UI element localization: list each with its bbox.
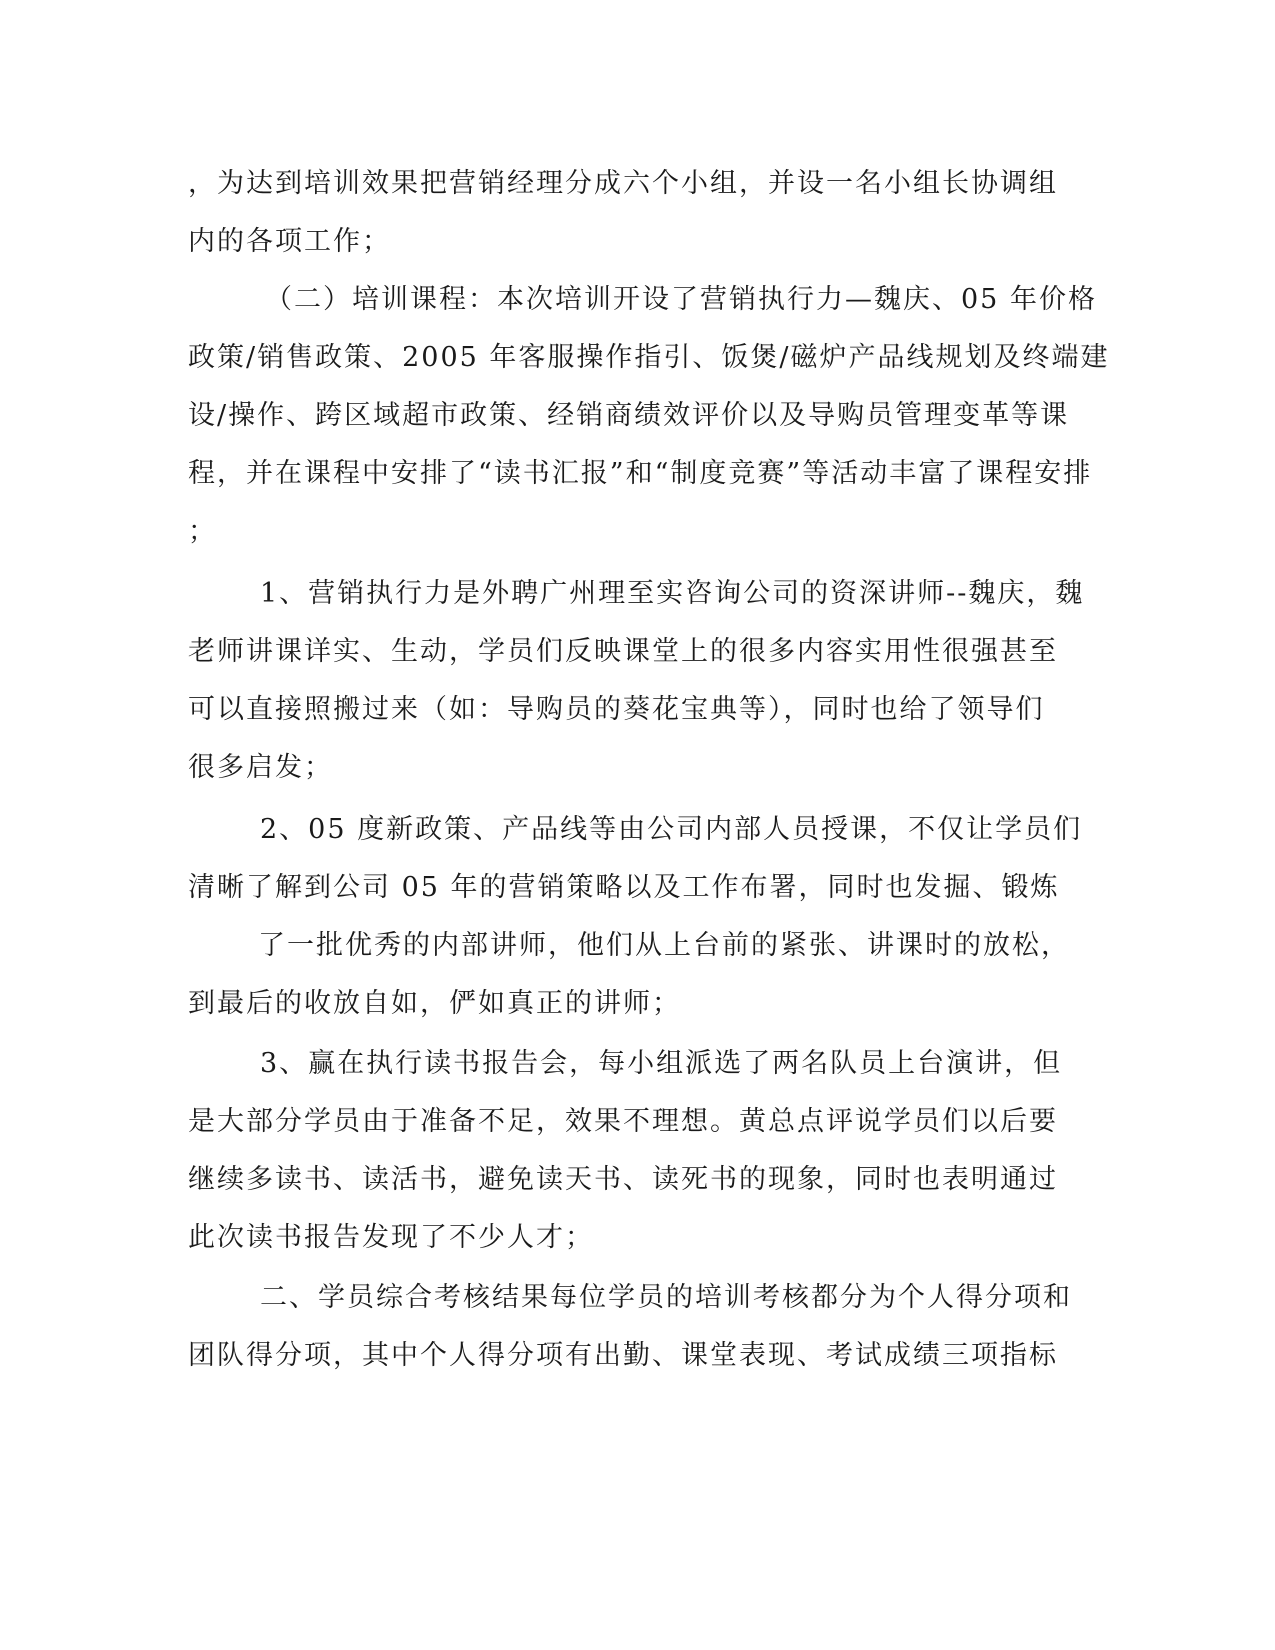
text-line-7: ； — [188, 516, 217, 547]
text-line-1: ，为达到培训效果把营销经理分成六个小组，并设一名小组长协调组 — [188, 168, 1058, 199]
text-line-11: 很多启发； — [188, 752, 333, 783]
text-line-14: 了一批优秀的内部讲师，他们从上台前的紧张、讲课时的放松， — [258, 930, 1070, 961]
text-line-10: 可以直接照搬过来（如：导购员的葵花宝典等），同时也给了领导们 — [188, 694, 1045, 725]
text-line-9: 老师讲课详实、生动，学员们反映课堂上的很多内容实用性很强甚至 — [188, 636, 1058, 667]
text-line-21: 团队得分项，其中个人得分项有出勤、课堂表现、考试成绩三项指标 — [188, 1340, 1058, 1371]
text-line-6: 程，并在课程中安排了“读书汇报”和“制度竞赛”等活动丰富了课程安排 — [188, 458, 1093, 489]
text-line-13: 清晰了解到公司 05 年的营销策略以及工作布署，同时也发掘、锻炼 — [188, 872, 1060, 903]
text-line-19: 此次读书报告发现了不少人才； — [188, 1222, 594, 1253]
text-line-8: 1、营销执行力是外聘广州理至实咨询公司的资深讲师--魏庆，魏 — [260, 578, 1085, 609]
text-line-17: 是大部分学员由于准备不足，效果不理想。黄总点评说学员们以后要 — [188, 1106, 1058, 1137]
text-line-16: 3、赢在执行读书报告会，每小组派选了两名队员上台演讲，但 — [260, 1048, 1063, 1079]
text-line-20: 二、学员综合考核结果每位学员的培训考核都分为个人得分项和 — [260, 1282, 1072, 1313]
text-line-12: 2、05 度新政策、产品线等由公司内部人员授课，不仅让学员们 — [260, 814, 1083, 845]
text-line-2: 内的各项工作； — [188, 226, 391, 257]
text-line-15: 到最后的收放自如，俨如真正的讲师； — [188, 988, 681, 1019]
text-line-4: 政策/销售政策、2005 年客服操作指引、饭煲/磁炉产品线规划及终端建 — [188, 342, 1110, 373]
text-line-18: 继续多读书、读活书，避免读天书、读死书的现象，同时也表明通过 — [188, 1164, 1058, 1195]
text-line-5: 设/操作、跨区域超市政策、经销商绩效评价以及导购员管理变革等课 — [188, 400, 1070, 431]
text-line-3: （二）培训课程：本次培训开设了营销执行力—魏庆、05 年价格 — [265, 284, 1097, 315]
